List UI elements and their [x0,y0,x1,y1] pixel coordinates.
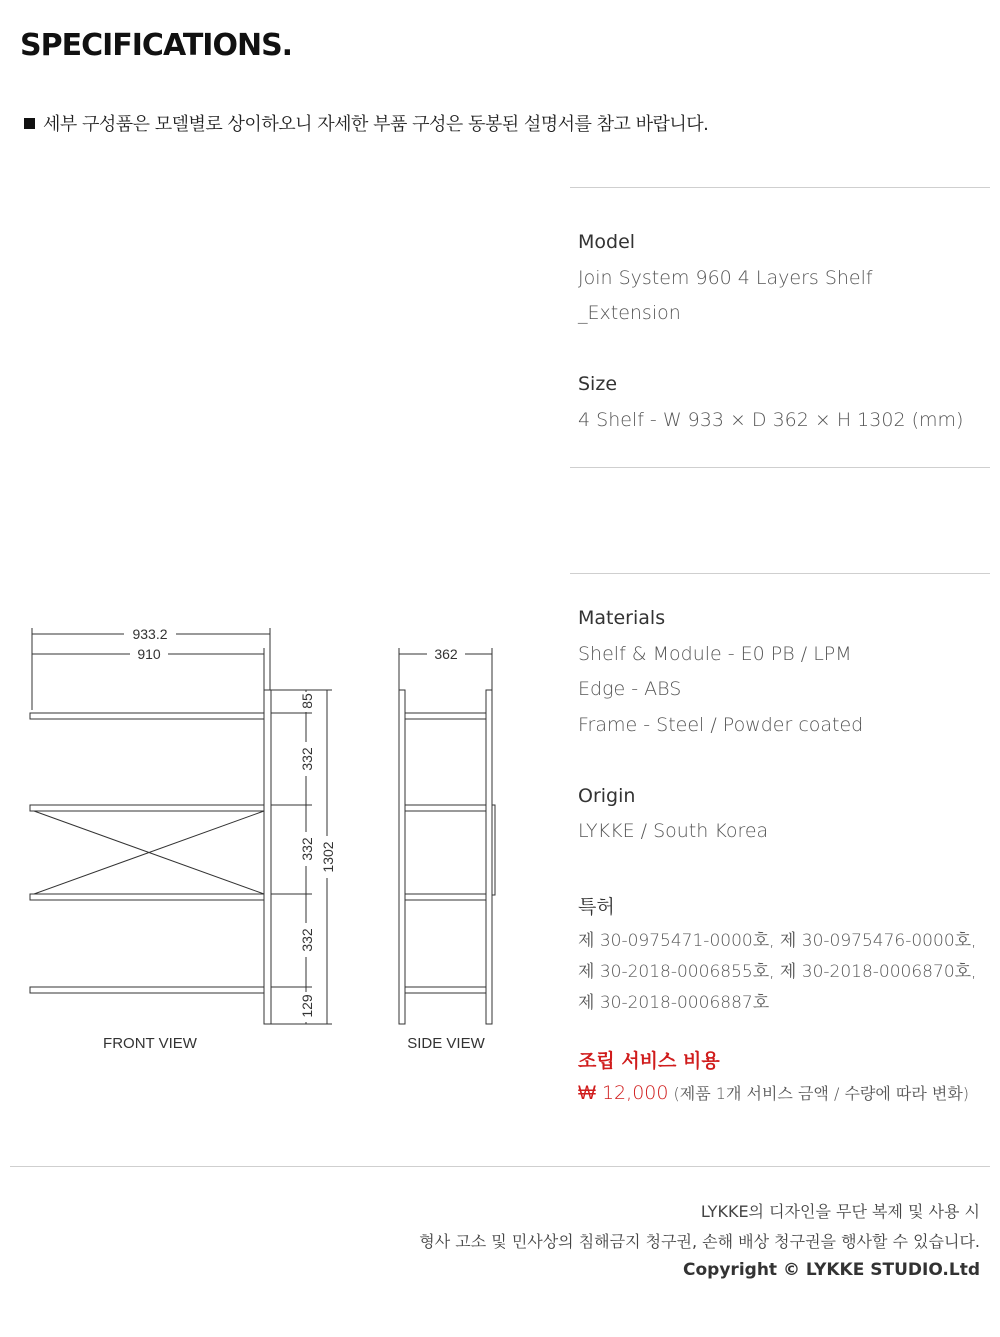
shelf-board [30,713,264,719]
shelf-board [30,805,264,811]
notice [24,110,708,136]
front-view-caption: FRONT VIEW [103,1035,197,1052]
frame-post [486,690,492,1024]
footer-warning-line1: LYKKE의 디자인을 무단 복제 및 사용 시 [700,1202,980,1221]
model-value-line2: _Extension [578,302,681,324]
frame-post [264,690,271,1024]
notice-text: 세부 구성품은 모델별로 상이하오니 자세한 부품 구성은 동봉된 설명서를 참고 바랍니다. [43,114,709,135]
shelf-board [405,894,486,900]
assembly-price-row [578,1081,969,1105]
divider [570,573,990,574]
dim-height: 332 [299,747,315,771]
dim-height: 332 [299,837,315,861]
assembly-note: (제품 1개 서비스 금액 / 수량에 따라 변화) [668,1084,970,1103]
shelf-board [405,987,486,993]
shelf-board [405,805,486,811]
dim-height: 332 [299,928,315,952]
copyright: Copyright © LYKKE STUDIO.Ltd [683,1260,980,1280]
patent-line: 제 30-0975471-0000호, 제 30-0975476-0000호, [578,931,977,951]
shelf-board [30,894,264,900]
materials-line: Shelf & Module - E0 PB / LPM [578,643,852,665]
origin-value: LYKKE / South Korea [578,820,769,842]
side-view-labels [407,646,485,1052]
materials-line: Edge - ABS [578,678,682,700]
patent-label: 특허 [578,896,615,918]
materials-line: Frame - Steel / Powder coated [578,714,864,736]
patent-line: 제 30-2018-0006855호, 제 30-2018-0006870호, [578,962,977,982]
front-view-drawing [30,628,332,1024]
footer-divider [10,1166,990,1167]
divider [570,467,990,468]
size-label: Size [578,373,618,395]
size-value: 4 Shelf - W 933 × D 362 × H 1302 (mm) [578,409,964,431]
assembly-price: ₩ 12,000 [578,1082,669,1104]
dim-width-outer: 933.2 [132,626,168,642]
assembly-label: 조립 서비스 비용 [578,1050,720,1072]
side-view-drawing [399,648,495,1024]
page-title: SPECIFICATIONS. [20,28,293,63]
dim-total-height: 1302 [320,841,336,873]
square-bullet-icon [24,118,35,129]
side-brace [492,805,495,895]
dim-width-inner: 910 [137,646,161,662]
patent-line: 제 30-2018-0006887호 [578,993,770,1013]
shelf-board [30,987,264,993]
dim-depth: 362 [434,646,458,662]
dim-height: 129 [299,994,315,1018]
frame-post [399,690,405,1024]
materials-label: Materials [578,607,666,629]
technical-drawing [0,600,560,1070]
dim-height: 85 [299,693,315,709]
divider [570,187,990,188]
shelf-board [405,713,486,719]
side-view-caption: SIDE VIEW [407,1035,485,1052]
model-label: Model [578,231,636,253]
origin-label: Origin [578,785,636,807]
model-value-line1: Join System 960 4 Layers Shelf [578,267,873,289]
footer-warning-line2: 형사 고소 및 민사상의 침해금지 청구권, 손해 배상 청구권을 행사할 수 있습니다. [419,1232,980,1251]
